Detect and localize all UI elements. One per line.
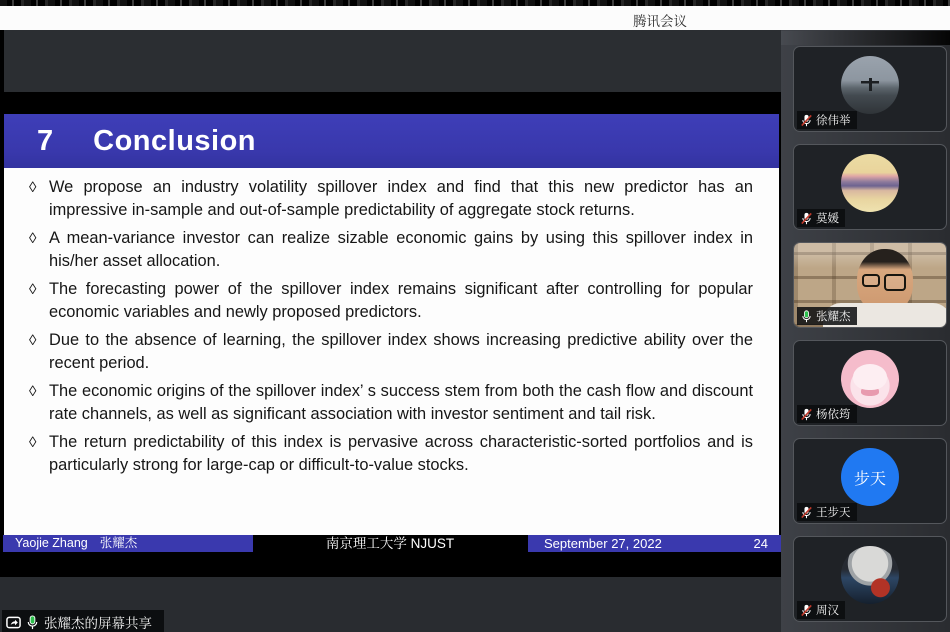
participant-name-label bbox=[797, 405, 857, 423]
slide-bullet bbox=[28, 227, 753, 273]
slide-body bbox=[4, 168, 779, 535]
slide-date: September 27, 2022 bbox=[544, 536, 662, 551]
participant-name: 徐伟举 bbox=[816, 115, 851, 127]
bullet-diamond-icon: ◊ bbox=[29, 179, 37, 196]
share-arrow-icon bbox=[6, 615, 21, 630]
slide-footer-date-page bbox=[528, 535, 781, 552]
avatar-initials-text: 步天 bbox=[853, 470, 886, 488]
slide-page-number: 24 bbox=[753, 536, 768, 551]
slide-footer-institution: 南京理工大学 NJUST bbox=[325, 536, 455, 551]
participant-tile[interactable] bbox=[793, 340, 947, 426]
screen-share-label: 张耀杰的屏幕共享 bbox=[44, 616, 152, 631]
participants-sidebar bbox=[781, 30, 950, 632]
slide-bullet bbox=[28, 329, 753, 375]
bullet-text: The forecasting power of the spillover index remains significant after controlling for popular economic variables and newly proposed predictors. bbox=[49, 280, 753, 321]
screen-share-chip[interactable] bbox=[2, 610, 164, 632]
bullet-text: Due to the absence of learning, the spillover index shows increasing predictive ability over the recent period. bbox=[49, 331, 753, 372]
participant-avatar bbox=[841, 154, 899, 212]
participant-name: 莫媛 bbox=[816, 213, 839, 225]
mic-muted-icon bbox=[800, 604, 813, 617]
mic-active-icon bbox=[25, 615, 40, 630]
author-name-en: Yaojie Zhang bbox=[15, 536, 88, 550]
bullet-text: The economic origins of the spillover index’ s success stem from both the cash flow and discount rate channels, as well as significant association with investor sentiment and tail risk. bbox=[49, 382, 753, 423]
bullet-text: We propose an industry volatility spillover index and find that this new predictor has an impressive in-sample and out-of-sample predictability of aggregate stock returns. bbox=[49, 178, 753, 219]
bullet-diamond-icon: ◊ bbox=[29, 281, 37, 298]
app-title: 腾讯会议 bbox=[633, 14, 687, 29]
participant-tile[interactable] bbox=[793, 242, 947, 328]
participant-name: 周汉 bbox=[816, 605, 839, 617]
participant-tile[interactable] bbox=[793, 536, 947, 622]
mic-muted-icon bbox=[800, 212, 813, 225]
bottom-status-band bbox=[0, 577, 781, 632]
participant-name-label bbox=[797, 503, 857, 521]
bullet-diamond-icon: ◊ bbox=[29, 230, 37, 247]
bullet-diamond-icon: ◊ bbox=[29, 383, 37, 400]
presentation-slide bbox=[0, 92, 781, 577]
slide-bullet bbox=[28, 278, 753, 324]
participant-name-label bbox=[797, 307, 857, 325]
video-glasses bbox=[862, 274, 880, 287]
slide-footer-author bbox=[3, 535, 253, 552]
participant-name-label bbox=[797, 111, 857, 129]
slide-footer bbox=[0, 535, 781, 552]
author-name-zh: 张耀杰 bbox=[99, 536, 138, 550]
mic-muted-icon bbox=[800, 408, 813, 421]
bullet-diamond-icon: ◊ bbox=[29, 434, 37, 451]
app-titlebar bbox=[0, 6, 950, 30]
mic-active-icon bbox=[800, 310, 813, 323]
participant-avatar bbox=[841, 546, 899, 604]
participant-list bbox=[781, 46, 950, 632]
participant-avatar bbox=[841, 56, 899, 114]
participant-avatar bbox=[841, 448, 899, 506]
participant-tile[interactable] bbox=[793, 144, 947, 230]
participant-name-label bbox=[797, 601, 845, 619]
participant-name: 王步天 bbox=[816, 507, 851, 519]
participant-name-label bbox=[797, 209, 845, 227]
screen-share-view bbox=[0, 30, 781, 632]
bullet-text: The return predictability of this index is pervasive across characteristic-sorted portfolios and is particularly strong for large-cap or difficult-to-value stocks. bbox=[49, 433, 753, 474]
participant-name: 杨依筠 bbox=[816, 409, 851, 421]
slide-title: Conclusion bbox=[93, 124, 257, 157]
participant-name: 张耀杰 bbox=[816, 311, 851, 323]
participant-tile[interactable] bbox=[793, 438, 947, 524]
sidebar-top-strip bbox=[781, 31, 950, 45]
slide-bullet bbox=[28, 431, 753, 477]
participant-avatar bbox=[841, 350, 899, 408]
bullet-diamond-icon: ◊ bbox=[29, 332, 37, 349]
bullet-text: A mean-variance investor can realize sizable economic gains by using this spillover index in his/her asset allocation. bbox=[49, 229, 753, 270]
mic-muted-icon bbox=[800, 506, 813, 519]
mic-muted-icon bbox=[800, 114, 813, 127]
slide-bullet bbox=[28, 380, 753, 426]
slide-title-bar bbox=[4, 114, 779, 168]
slide-section-number: 7 bbox=[37, 124, 54, 157]
participant-tile[interactable] bbox=[793, 46, 947, 132]
slide-bullet bbox=[28, 176, 753, 222]
